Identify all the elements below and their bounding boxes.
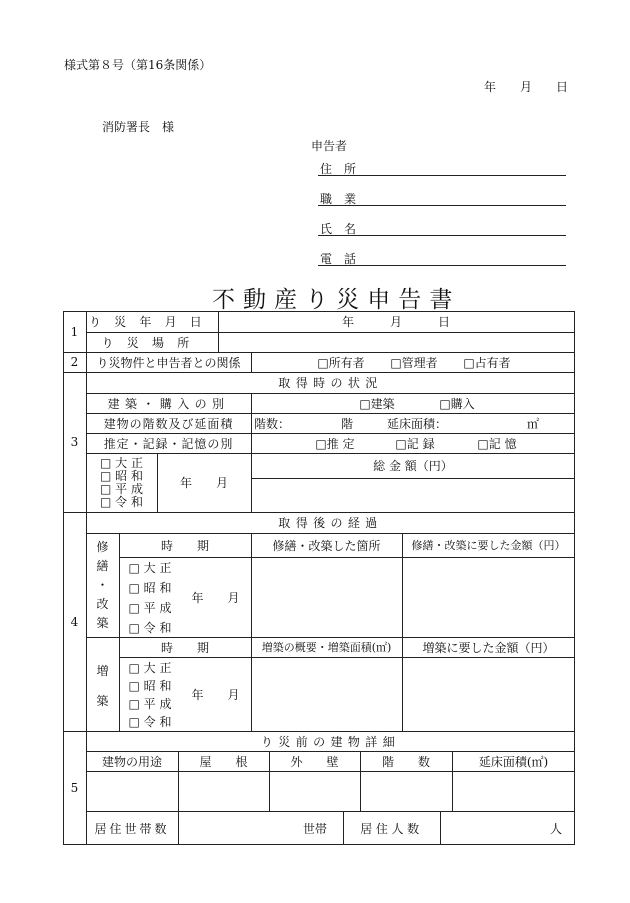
form-number: 様式第８号（第16条関係） (64, 58, 212, 72)
section-number-3: 3 (70, 435, 79, 449)
residents-label: 居住人数 (360, 821, 423, 836)
repair-period-header: 時 期 (160, 538, 209, 553)
repair-year-month: 年 月 (191, 590, 240, 605)
after-acquisition-heading: 取得後の経過 (278, 516, 383, 530)
name-label: 氏 名 (320, 222, 357, 236)
col-floors: 階 数 (381, 754, 430, 769)
occupation-label: 職 業 (320, 192, 357, 206)
repair-era-taisho[interactable]: □ 大 正 (128, 560, 172, 575)
era-heisei[interactable]: □ 平 成 (100, 482, 143, 496)
col-usage: 建物の用途 (101, 754, 162, 769)
residents-unit: 人 (549, 821, 562, 836)
relation-label: り災物件と申告者との関係 (96, 355, 241, 370)
ext-era-reiwa[interactable]: □ 令 和 (128, 714, 172, 729)
era-reiwa[interactable]: □ 令 和 (100, 495, 143, 509)
repair-label: 修 繕 ・ 改 築 (96, 539, 109, 630)
roof-field[interactable] (178, 771, 269, 811)
repair-place-header: 修繕・改築した箇所 (272, 538, 381, 553)
total-amount-label: 総 金 額（円） (373, 459, 453, 473)
era-taisho[interactable]: □ 大 正 (100, 456, 143, 470)
ext-era-heisei[interactable]: □ 平 成 (128, 696, 172, 711)
col-roof: 屋 根 (199, 754, 248, 769)
area-label: 延床面積： (387, 416, 448, 431)
section-number-5: 5 (70, 781, 79, 795)
disaster-place-field[interactable] (218, 332, 574, 352)
floors-field[interactable] (360, 771, 452, 811)
build-purchase-label: 建築・購入の別 (107, 396, 230, 411)
usage-field[interactable] (86, 771, 178, 811)
floor-area-field[interactable] (452, 771, 575, 811)
acq-year-month: 年 月 (179, 476, 228, 490)
extension-label: 増 築 (96, 663, 109, 708)
repair-era-checkboxes[interactable] (119, 558, 181, 637)
floors-area-label: 建物の階数及び延面積 (103, 416, 234, 431)
occupant-checkbox[interactable]: □占有者 (463, 355, 511, 370)
record-type-label: 推定・記録・記憶の別 (103, 436, 234, 451)
disaster-date-value[interactable]: 年 月 日 (341, 315, 450, 329)
ext-era-checkboxes[interactable] (119, 658, 181, 731)
ext-era-showa[interactable]: □ 昭 和 (128, 678, 172, 693)
manager-checkbox[interactable]: □管理者 (390, 355, 438, 370)
phone-label: 電 話 (320, 252, 357, 266)
repair-era-reiwa[interactable]: □ 令 和 (128, 620, 172, 635)
ext-period-header: 時 期 (160, 640, 209, 655)
disaster-date-label: り災年月日 (88, 315, 215, 329)
area-unit: ㎡ (526, 416, 539, 431)
section-number-1: 1 (70, 324, 79, 339)
document-title: 不動産り災申告書 (212, 287, 461, 313)
date-line: 年 月 日 (484, 80, 569, 94)
households-label: 居住世帯数 (94, 821, 170, 836)
era-showa[interactable]: □ 昭 和 (100, 469, 143, 483)
ext-summary-header: 増築の概要・増築面積(㎡) (261, 641, 392, 654)
build-checkbox[interactable]: □建築 (359, 396, 395, 411)
addressee: 消防署長 様 (102, 120, 175, 134)
purchase-checkbox[interactable]: □購入 (439, 396, 475, 411)
ext-cost-header: 増築に要した金額（円） (422, 640, 555, 655)
memory-checkbox[interactable]: □記 憶 (477, 436, 517, 451)
pre-disaster-heading: り災前の建物詳細 (260, 734, 401, 749)
col-floor-area: 延床面積(㎡) (478, 754, 549, 769)
col-walls: 外 壁 (290, 754, 339, 769)
record-checkbox[interactable]: □記 録 (395, 436, 435, 451)
walls-field[interactable] (269, 771, 360, 811)
owner-checkbox[interactable]: □所有者 (317, 355, 365, 370)
repair-cost-header: 修繕・改築に要した金額（円） (411, 539, 566, 552)
total-amount-field[interactable] (251, 478, 575, 512)
repair-era-heisei[interactable]: □ 平 成 (128, 600, 172, 615)
ext-era-taisho[interactable]: □ 大 正 (128, 660, 172, 675)
address-label: 住 所 (320, 162, 357, 176)
disaster-place-label: り災場所 (101, 335, 203, 350)
section-number-4: 4 (70, 614, 79, 629)
repair-era-showa[interactable]: □ 昭 和 (128, 580, 172, 595)
declarant-label: 申告者 (311, 139, 348, 153)
acquisition-heading: 取得時の状況 (278, 376, 383, 390)
ext-year-month: 年 月 (191, 687, 240, 702)
era-checkboxes[interactable] (86, 454, 157, 512)
floors-unit: 階 (340, 416, 353, 431)
floors-label: 階数： (254, 416, 291, 431)
households-unit: 世帯 (302, 821, 327, 836)
estimate-checkbox[interactable]: □推 定 (315, 436, 355, 451)
section-number-2: 2 (70, 355, 79, 369)
